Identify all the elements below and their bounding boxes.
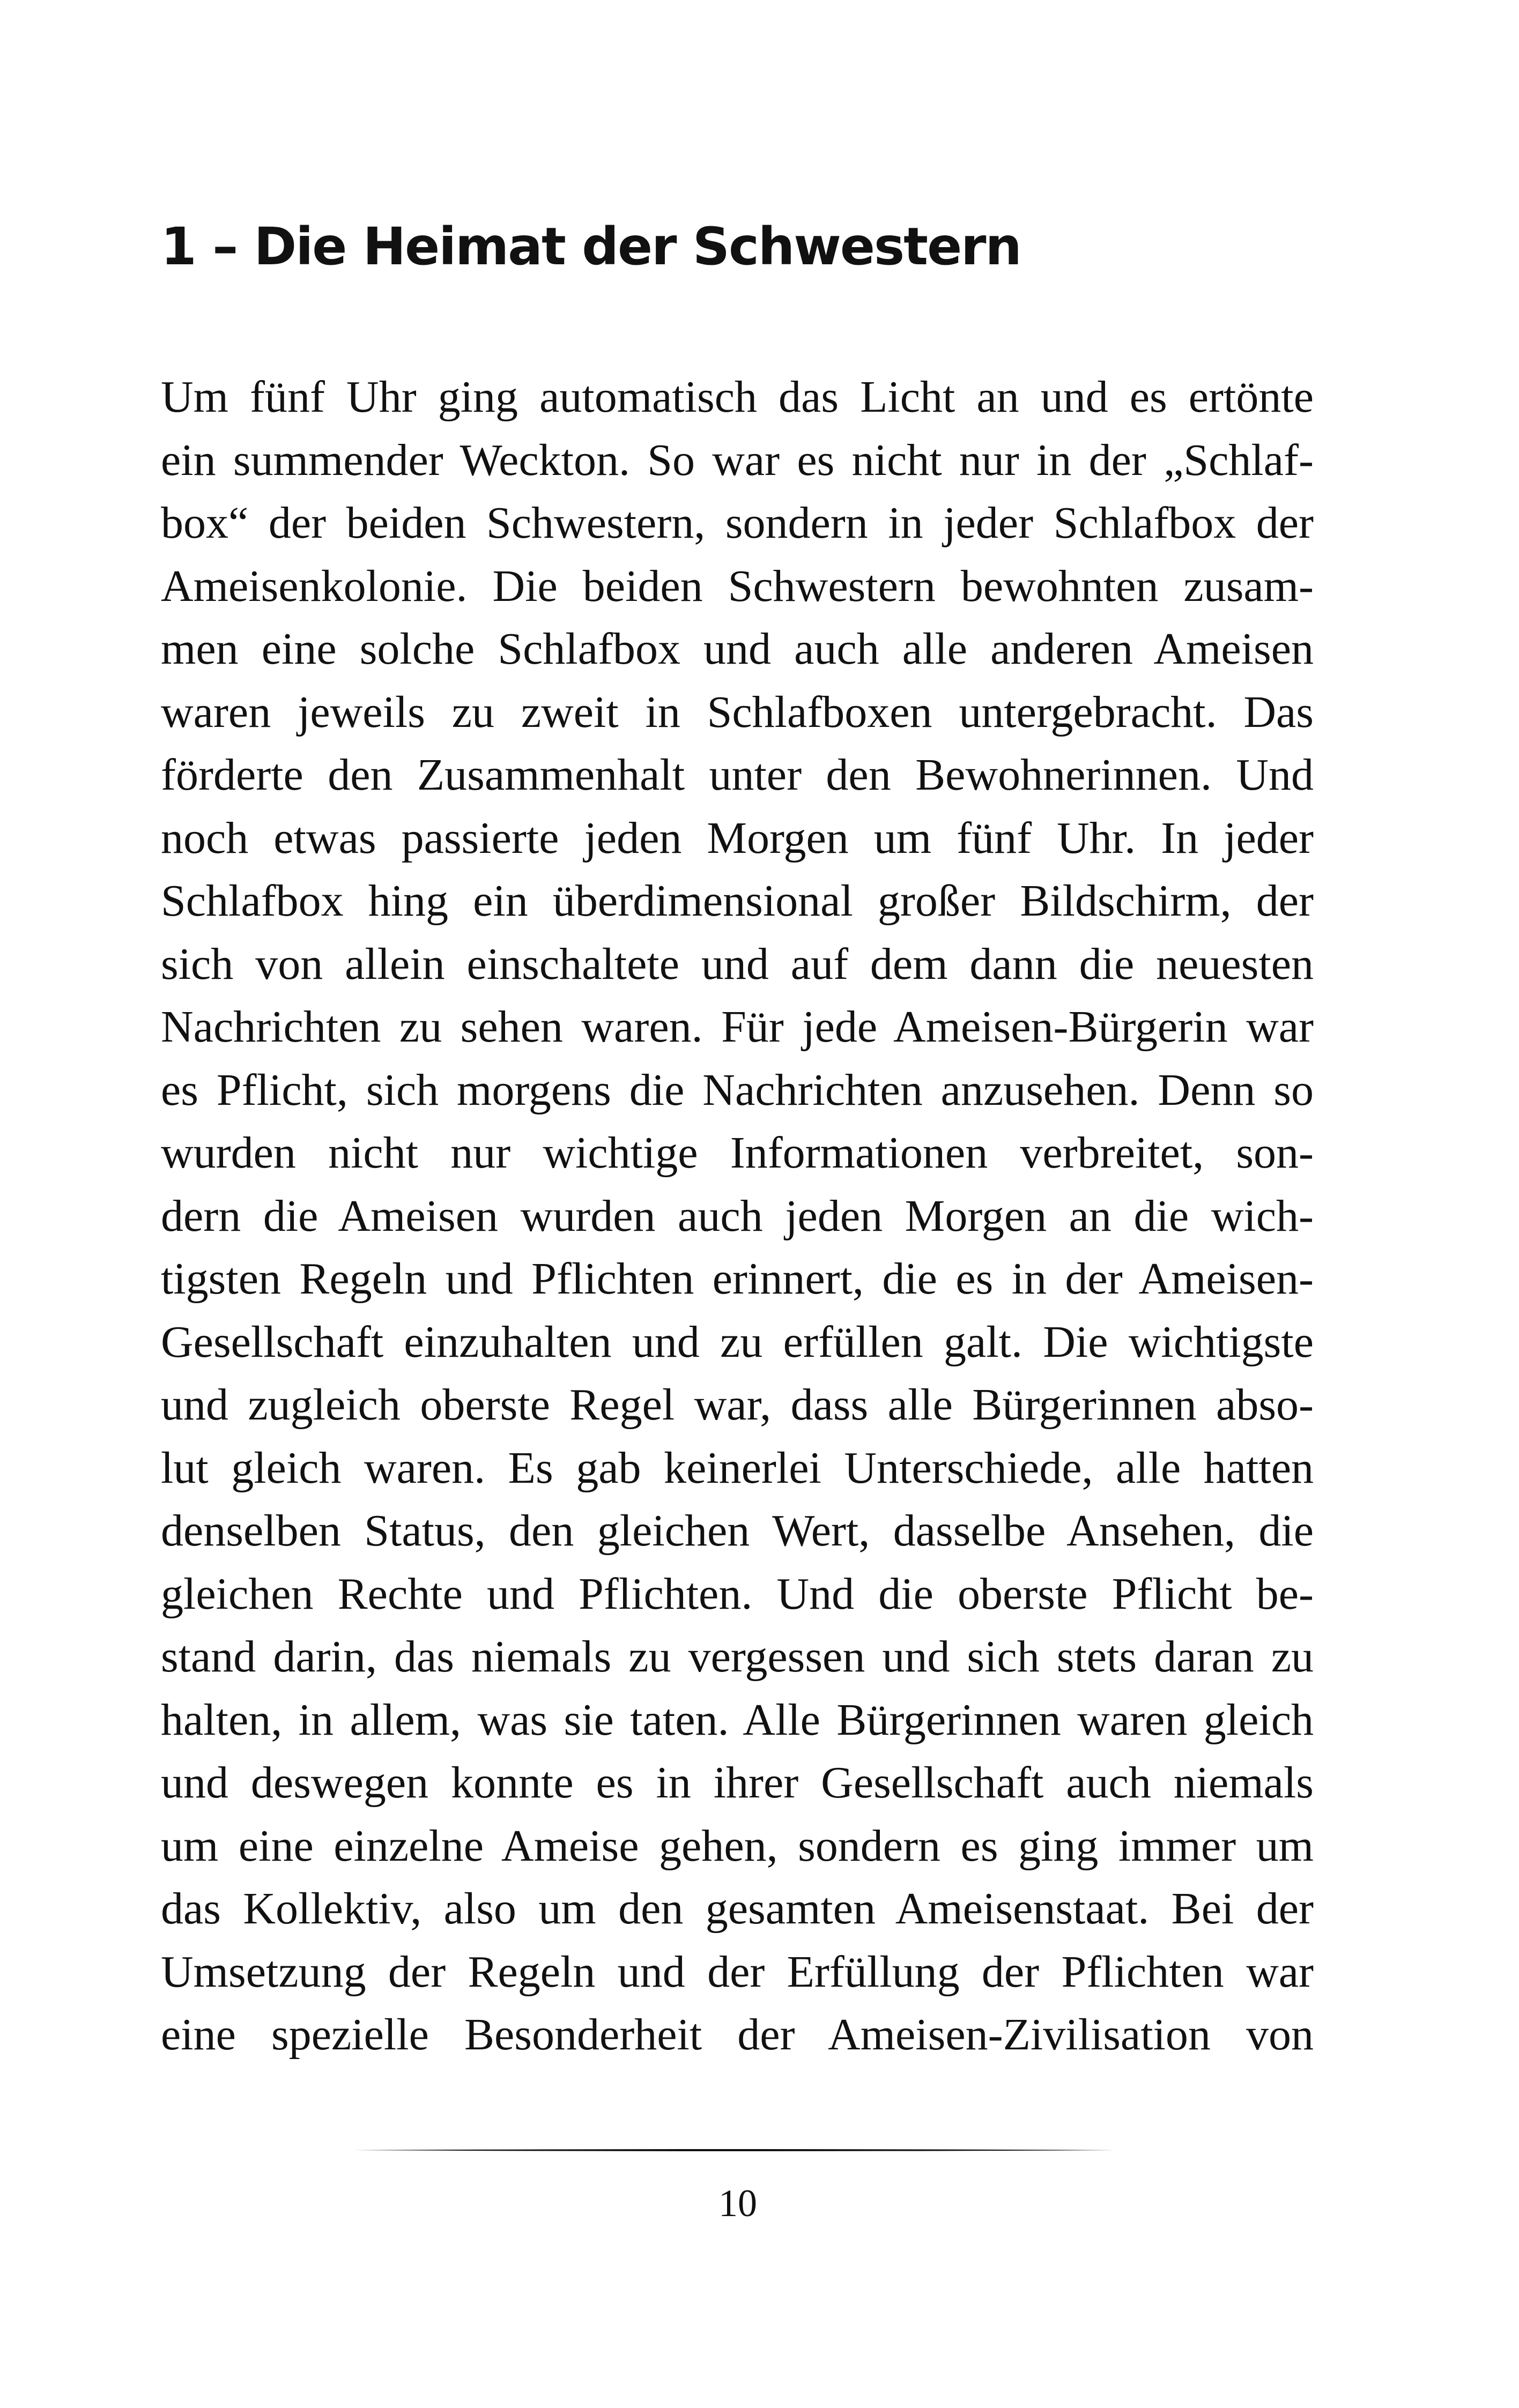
text-line: um eine einzelne Ameise gehen, sondern es ging immer um bbox=[161, 1820, 1314, 1871]
text-line: das Kollektiv, also um den gesamten Ameisenstaat. Bei der bbox=[161, 1884, 1314, 1934]
text-line: förderte den Zusammenhalt unter den Bewohnerinnen. Und bbox=[161, 750, 1314, 800]
text-line: noch etwas passierte jeden Morgen um fünf Uhr. In jeder bbox=[161, 813, 1314, 863]
chapter-title: 1 – Die Heimat der Schwestern bbox=[161, 217, 1021, 277]
text-line: wurden nicht nur wichtige Informationen verbreitet, son- bbox=[161, 1128, 1314, 1178]
text-line: tigsten Regeln und Pflichten erinnert, die es in der Ameisen- bbox=[161, 1254, 1314, 1304]
text-line: Gesellschaft einzuhalten und zu erfüllen galt. Die wichtigste bbox=[161, 1317, 1314, 1367]
text-line: stand darin, das niemals zu vergessen und sich stets daran zu bbox=[161, 1632, 1314, 1682]
text-line: dern die Ameisen wurden auch jeden Morgen an die wich- bbox=[161, 1191, 1314, 1241]
text-line: gleichen Rechte und Pflichten. Und die oberste Pflicht be- bbox=[161, 1569, 1314, 1619]
text-line: Um fünf Uhr ging automatisch das Licht an und es ertönte bbox=[161, 372, 1314, 422]
text-line: halten, in allem, was sie taten. Alle Bürgerinnen waren gleich bbox=[161, 1694, 1314, 1745]
page-number: 10 bbox=[718, 2182, 757, 2225]
text-line: lut gleich waren. Es gab keinerlei Unterschiede, alle hatten bbox=[161, 1443, 1314, 1493]
text-line: ein summender Weckton. So war es nicht nur in der „Schlaf- bbox=[161, 435, 1314, 485]
text-line: und deswegen konnte es in ihrer Gesellschaft auch niemals bbox=[161, 1758, 1314, 1808]
text-line: Umsetzung der Regeln und der Erfüllung der Pflichten war bbox=[161, 1946, 1314, 1997]
text-line: und zugleich oberste Regel war, dass alle Bürgerinnen abso- bbox=[161, 1380, 1314, 1430]
text-line: waren jeweils zu zweit in Schlafboxen untergebracht. Das bbox=[161, 687, 1314, 737]
text-line: denselben Status, den gleichen Wert, dasselbe Ansehen, die bbox=[161, 1506, 1314, 1556]
text-line: sich von allein einschaltete und auf dem dann die neuesten bbox=[161, 939, 1314, 989]
text-line: es Pflicht, sich morgens die Nachrichten anzusehen. Denn so bbox=[161, 1065, 1314, 1115]
text-line: Ameisenkolonie. Die beiden Schwestern bewohnten zusam- bbox=[161, 561, 1314, 611]
footer-divider bbox=[354, 2147, 1115, 2153]
text-line: box“ der beiden Schwestern, sondern in jeder Schlafbox der bbox=[161, 498, 1314, 548]
text-line: men eine solche Schlafbox und auch alle anderen Ameisen bbox=[161, 624, 1314, 674]
text-line: eine spezielle Besonderheit der Ameisen-Zivilisation von bbox=[161, 2010, 1314, 2060]
text-line: Schlafbox hing ein überdimensional großer Bildschirm, der bbox=[161, 876, 1314, 926]
text-line: Nachrichten zu sehen waren. Für jede Ameisen-Bürgerin war bbox=[161, 1002, 1314, 1052]
body-text bbox=[161, 366, 1314, 2067]
